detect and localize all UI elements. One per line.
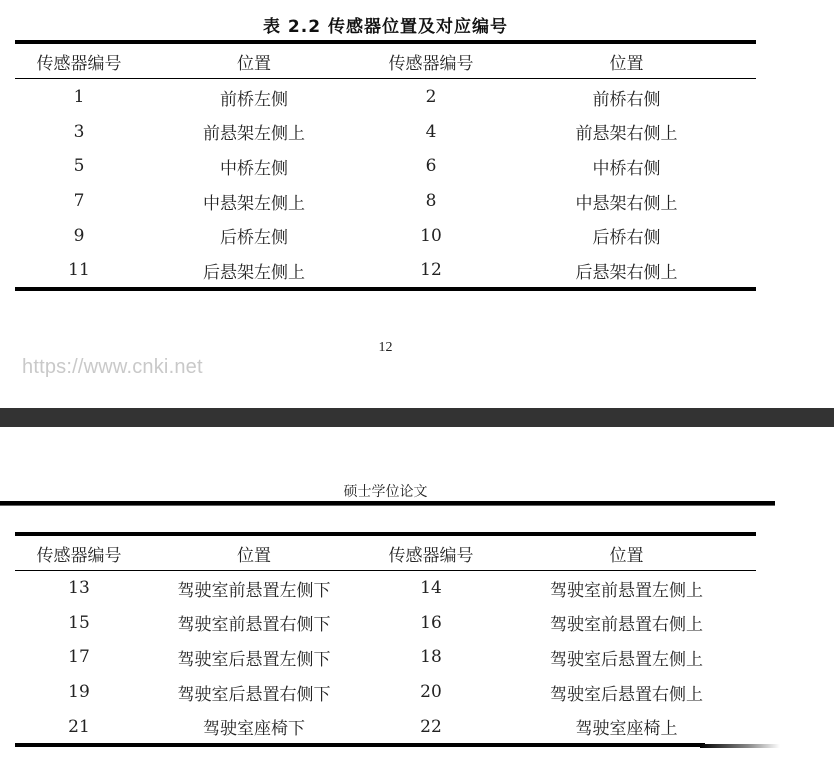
table-row: 19 驾驶室后悬置右侧下 20 驾驶室后悬置右侧上 [68,682,703,705]
table-row: 1 前桥左侧 2 前桥右侧 [73,87,661,110]
header-position: 位置 [609,545,644,566]
header-sensor-id: 传感器编号 [36,545,122,566]
page-number: 12 [378,340,393,355]
sensor-table-part1 [15,44,756,78]
page-separator [0,408,834,427]
table-bottom-rule [15,743,705,747]
table-row: 3 前悬架左侧上 4 前悬架右侧上 [73,121,678,145]
table-header-row [15,44,756,78]
header-sensor-id: 传感器编号 [36,53,122,74]
table-bottom-rule [15,287,756,291]
table-row: 9 后桥左侧 10 后桥右侧 [73,225,661,249]
header-sensor-id: 传感器编号 [388,545,474,566]
running-header: 硕士学位论文 [343,484,428,500]
table-row: 13 驾驶室前悬置左侧下 14 驾驶室前悬置左侧上 [68,578,703,601]
sensor-table-body-part1 [15,80,756,288]
sensor-table-part2 [15,536,756,570]
table-row: 17 驾驶室后悬置左侧下 18 驾驶室后悬置左侧上 [68,647,703,670]
sensor-table-body-part2 [15,571,756,744]
header-position: 位置 [237,545,271,566]
table-row: 15 驾驶室前悬置右侧下 16 驾驶室前悬置右侧上 [68,612,703,636]
header-sensor-id: 传感器编号 [388,53,474,74]
table-bottom-rule-fade [700,744,780,748]
table-caption: 表 2.2 传感器位置及对应编号 [263,17,508,37]
table-header-row [15,536,756,570]
header-position: 位置 [609,53,644,74]
header-rule-shadow [0,505,775,506]
table-row: 21 驾驶室座椅下 22 驾驶室座椅上 [68,716,678,740]
header-rule [15,78,756,79]
watermark-url: https://www.cnki.net [22,356,203,378]
table-row: 7 中悬架左侧上 8 中悬架右侧上 [73,191,678,214]
table-row: 11 后悬架左侧上 12 后悬架右侧上 [68,260,678,283]
table-row: 5 中桥左侧 6 中桥右侧 [73,156,661,179]
header-position: 位置 [237,53,271,74]
